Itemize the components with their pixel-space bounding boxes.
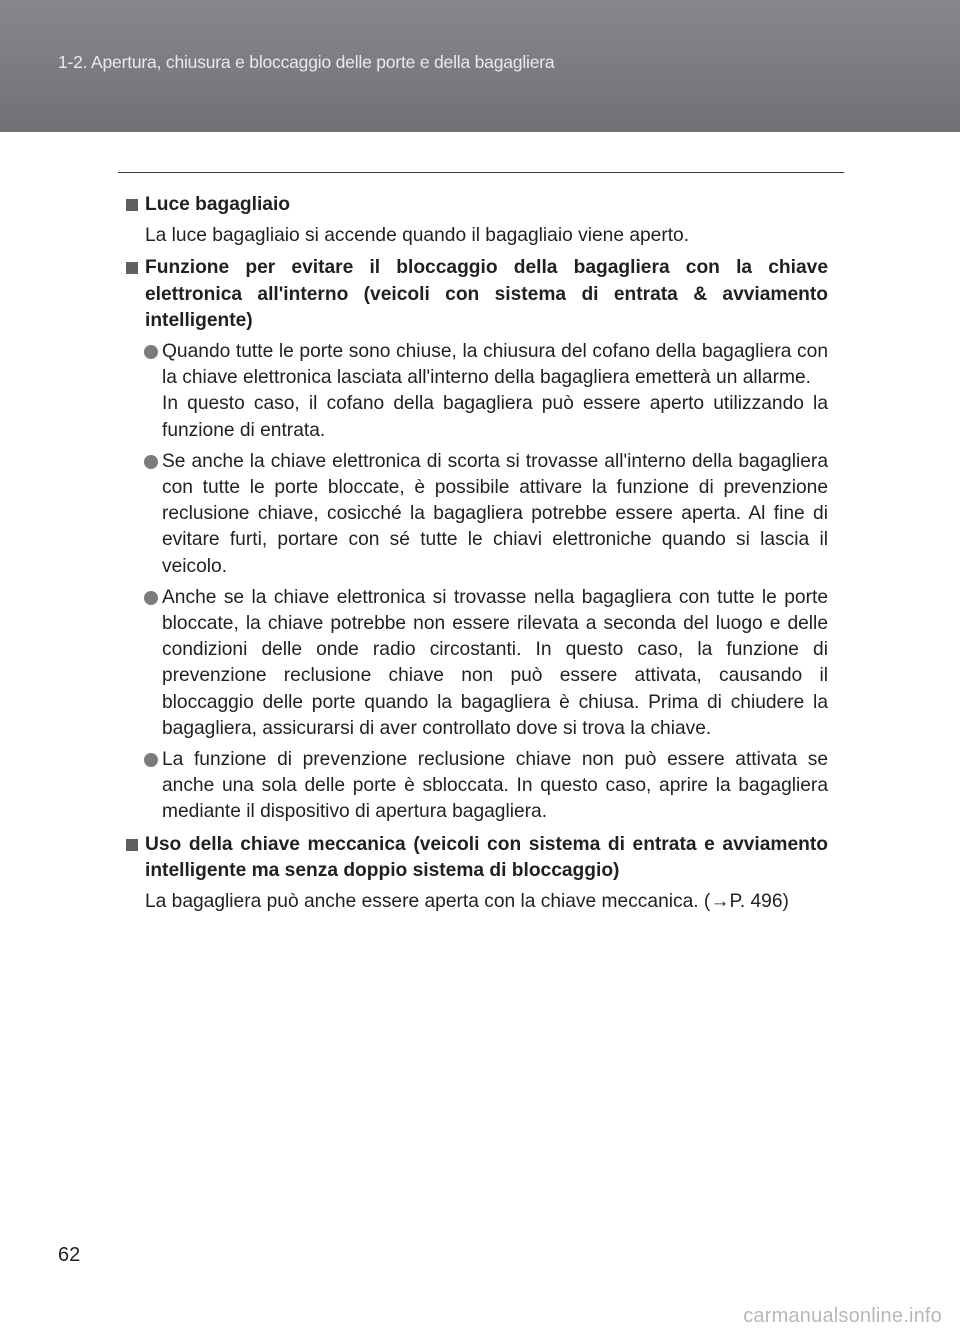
page-content — [126, 192, 828, 921]
bullet-text: Se anche la chiave elettronica di scorta si trovasse all'interno della bagagliera con tutte le porte bloccate, è possibile attivare la funzione di prevenzione reclusione chiave, cosicché la bagagliera potrebbe essere aperta. Al fine di evitare furti, portare con sé tutte le chiavi elettroniche quando si lascia il veicolo. — [162, 450, 828, 577]
section-body: La bagagliera può anche essere aperta con la chiave meccanica. (→P. 496) — [145, 891, 789, 913]
list-item — [126, 339, 828, 444]
list-item — [126, 449, 828, 580]
page-number: 62 — [58, 1244, 81, 1266]
bullet-text: Quando tutte le porte sono chiuse, la chiusura del cofano della bagagliera con la chiave elettronica lasciata all'interno della bagagliera emetterà un allarme. — [162, 341, 828, 389]
chapter-title: 1-2. Apertura, chiusura e bloccaggio delle porte e della bagagliera — [58, 52, 555, 72]
section-heading — [126, 192, 828, 218]
section-title: Funzione per evitare il bloccaggio della bagagliera con la chiave elettronica all'interno (veicoli con sistema di entrata & avviamento intelligente) — [145, 257, 828, 331]
section-trunk-light — [126, 192, 828, 249]
square-bullet-icon — [126, 199, 138, 211]
circle-bullet-icon — [144, 455, 158, 469]
circle-bullet-icon — [144, 345, 158, 359]
square-bullet-icon — [126, 262, 138, 274]
section-title: Uso della chiave meccanica (veicoli con sistema di entrata e avviamento intelligente ma senza doppio sistema di bloccaggio) — [145, 833, 828, 881]
section-heading — [126, 255, 828, 334]
section-heading — [126, 832, 828, 884]
header-band — [0, 0, 960, 132]
square-bullet-icon — [126, 839, 138, 851]
section-title: Luce bagagliaio — [145, 194, 291, 215]
circle-bullet-icon — [144, 753, 158, 767]
section-body: La luce bagagliaio si accende quando il bagagliaio viene aperto. — [145, 225, 690, 247]
bullet-text: Anche se la chiave elettronica si trovasse nella bagagliera con tutte le porte bloccate, la chiave potrebbe non essere rilevata a seconda del luogo e delle condizioni delle onde radio circostanti. In questo caso, la funzione di prevenzione reclusione chiave non può essere attivata, causando il bloccaggio delle porte quando la bagagliera è chiusa. Prima di chiudere la bagagliera, assicurarsi di aver controllato dove si trova la chiave. — [162, 586, 828, 739]
section-divider — [118, 172, 844, 173]
list-item — [126, 585, 828, 742]
circle-bullet-icon — [144, 591, 158, 605]
section-key-lockout-prevention — [126, 255, 828, 825]
section-mechanical-key — [126, 832, 828, 916]
bullet-text: La funzione di prevenzione reclusione chiave non può essere attivata se anche una sola delle porte è sbloccata. In questo caso, aprire la bagagliera mediante il dispositivo di apertura bagagliera. — [162, 749, 828, 823]
watermark: carmanualsonline.info — [743, 1305, 942, 1327]
bullet-text: In questo caso, il cofano della bagagliera può essere aperto utilizzando la funzione di entrata. — [162, 393, 828, 441]
list-item — [126, 747, 828, 826]
